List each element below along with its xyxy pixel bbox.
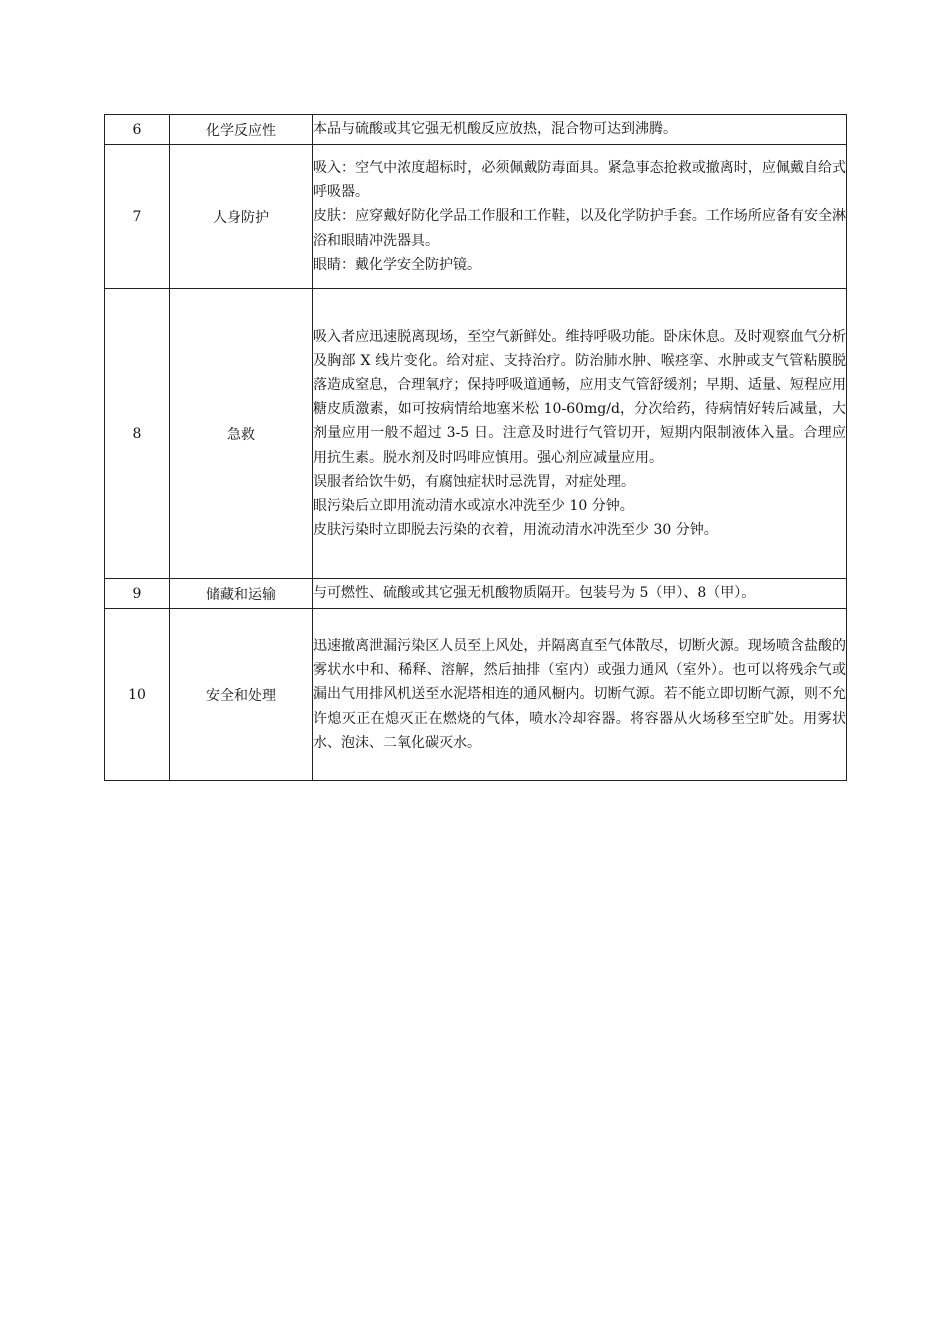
description-paragraph: 皮肤污染时立即脱去污染的衣着，用流动清水冲洗至少 30 分钟。 bbox=[313, 522, 718, 539]
description-paragraph: 误服者给饮牛奶，有腐蚀症状时忌洗胃，对症处理。 bbox=[313, 473, 635, 490]
row-category: 人身防护 bbox=[170, 145, 313, 289]
row-category: 化学反应性 bbox=[170, 115, 313, 145]
row-description bbox=[313, 579, 847, 609]
description-paragraph: 吸入：空气中浓度超标时，必须佩戴防毒面具。紧急事态抢救或撤离时，应佩戴自给式呼吸器。 bbox=[313, 159, 846, 201]
row-description bbox=[313, 609, 847, 781]
row-description bbox=[313, 289, 847, 579]
description-paragraph: 本品与硫酸或其它强无机酸反应放热，混合物可达到沸腾。 bbox=[313, 121, 677, 138]
row-description bbox=[313, 145, 847, 289]
row-number: 9 bbox=[105, 579, 170, 609]
table-row bbox=[105, 115, 847, 145]
row-description bbox=[313, 115, 847, 145]
table-row bbox=[105, 609, 847, 781]
description-paragraph: 迅速撤离泄漏污染区人员至上风处，并隔离直至气体散尽，切断火源。现场喷含盐酸的雾状水中和、稀释、溶解，然后抽排（室内）或强力通风（室外）。也可以将残余气或漏出气用排风机送至水泥塔相连的通风橱内。切断气源。若不能立即切断气源，则不允许熄灭正在熄灭正在燃烧的气体，喷水冷却容器。将容器从火场移至空旷处。用雾状水、泡沫、二氧化碳灭水。 bbox=[313, 637, 846, 751]
row-category: 储藏和运输 bbox=[170, 579, 313, 609]
description-paragraph: 吸入者应迅速脱离现场，至空气新鲜处。维持呼吸功能。卧床休息。及时观察血气分析及胸部 X 线片变化。给对症、支持治疗。防治肺水肿、喉痉挛、水肿或支气管粘膜脱落造成窒息，合理氧疗；保持呼吸道通畅，应用支气管舒缓剂；早期、适量、短程应用糖皮质激素，如可按病情给地塞米松 10-60mg/d，分次给药，待病情好转后减量，大剂量应用一般不超过 3-5 日。注意及时进行气管切开，短期内限制液体入量。合理应用抗生素。脱水剂及时吗啡应慎用。强心剂应减量应用。 bbox=[313, 328, 846, 466]
table-row bbox=[105, 579, 847, 609]
row-number: 6 bbox=[105, 115, 170, 145]
description-paragraph: 眼污染后立即用流动清水或凉水冲洗至少 10 分钟。 bbox=[313, 498, 634, 514]
description-paragraph: 与可燃性、硫酸或其它强无机酸物质隔开。包装号为 5（甲）、8（甲）。 bbox=[313, 585, 756, 602]
row-category: 急救 bbox=[170, 289, 313, 579]
row-category: 安全和处理 bbox=[170, 609, 313, 781]
description-paragraph: 皮肤：应穿戴好防化学品工作服和工作鞋，以及化学防护手套。工作场所应备有安全淋浴和眼睛冲洗器具。 bbox=[313, 208, 846, 249]
row-number: 7 bbox=[105, 145, 170, 289]
safety-data-table bbox=[104, 114, 847, 781]
table-row bbox=[105, 145, 847, 289]
table-row bbox=[105, 289, 847, 579]
row-number: 10 bbox=[105, 609, 170, 781]
row-number: 8 bbox=[105, 289, 170, 579]
description-paragraph: 眼睛：戴化学安全防护镜。 bbox=[313, 256, 481, 273]
